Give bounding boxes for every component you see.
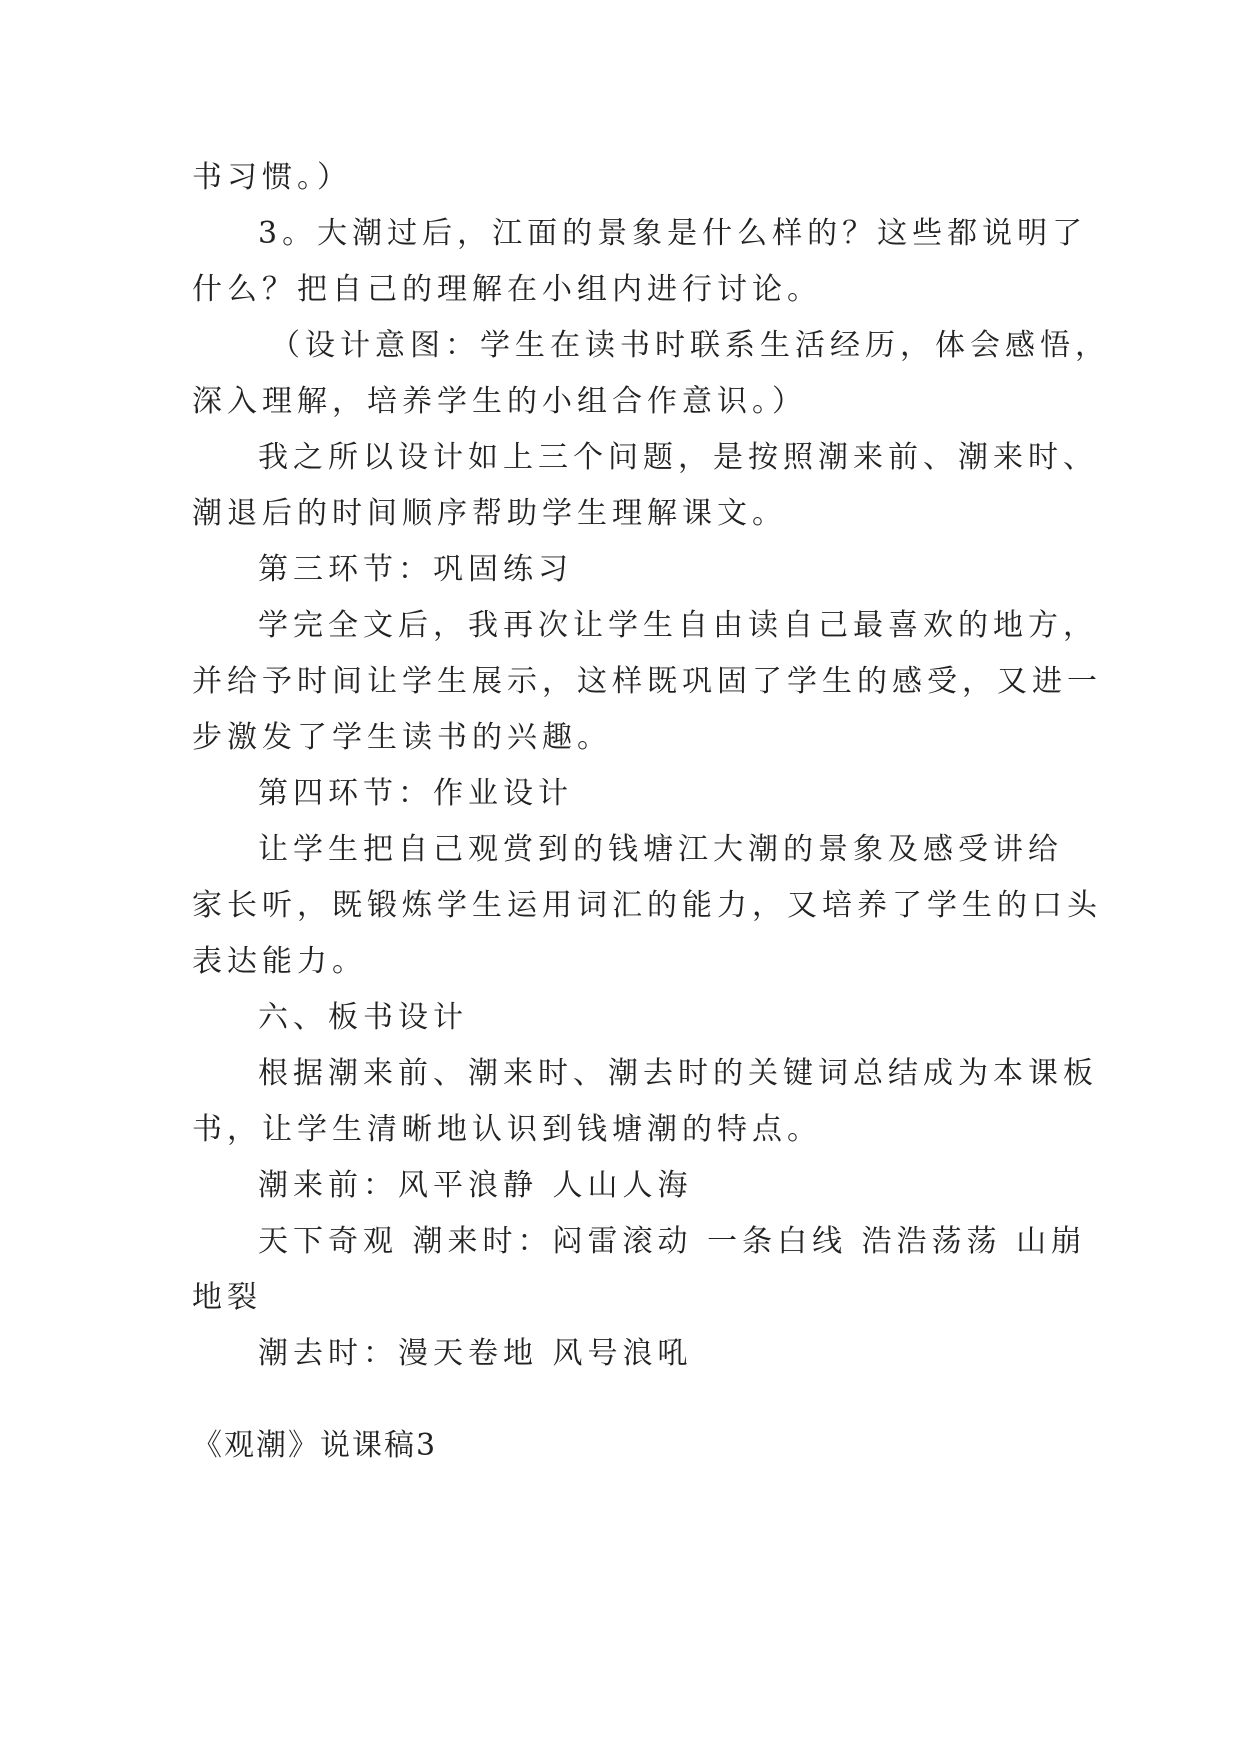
design-intent-start: （设计意图：学生在读书时联系生活经历，体会感悟， [270, 328, 1110, 363]
text-line: 深入理解，培养学生的小组合作意识。） [192, 384, 807, 419]
paragraph-start: 我之所以设计如上三个问题，是按照潮来前、潮来时、 [258, 440, 1098, 475]
paragraph-start: 根据潮来前、潮来时、潮去时的关键词总结成为本课板 [258, 1056, 1098, 1091]
section-heading-4: 第四环节：作业设计 [258, 776, 573, 811]
paragraph-start: 让学生把自己观赏到的钱塘江大潮的景象及感受讲给 [258, 832, 1063, 867]
board-line-after: 潮去时：漫天卷地 风号浪吼 [258, 1336, 693, 1371]
section-heading-6: 六、板书设计 [258, 1000, 468, 1035]
section-heading-3: 第三环节：巩固练习 [258, 552, 573, 587]
text-line: 家长听，既锻炼学生运用词汇的能力，又培养了学生的口头 [192, 888, 1102, 923]
text-line: 并给予时间让学生展示，这样既巩固了学生的感受，又进一 [192, 664, 1102, 699]
text-line: 书，让学生清晰地认识到钱塘潮的特点。 [192, 1112, 822, 1147]
document-page [192, 150, 1110, 1504]
text-line: 什么？把自己的理解在小组内进行讨论。 [192, 272, 822, 307]
text-line: 地裂 [192, 1280, 262, 1315]
text-line: 潮退后的时间顺序帮助学生理解课文。 [192, 496, 787, 531]
paragraph-start: 3。大潮过后，江面的景象是什么样的？这些都说明了 [258, 216, 1088, 251]
board-line-during: 天下奇观 潮来时：闷雷滚动 一条白线 浩浩荡荡 山崩 [258, 1224, 1087, 1259]
next-document-title: 《观潮》说课稿3 [192, 1428, 438, 1463]
text-line: 表达能力。 [192, 944, 367, 979]
text-line: 步激发了学生读书的兴趣。 [192, 720, 612, 755]
board-line-before: 潮来前：风平浪静 人山人海 [258, 1168, 693, 1203]
paragraph-start: 学完全文后，我再次让学生自由读自己最喜欢的地方， [258, 608, 1098, 643]
text-line: 书习惯。） [192, 160, 352, 195]
